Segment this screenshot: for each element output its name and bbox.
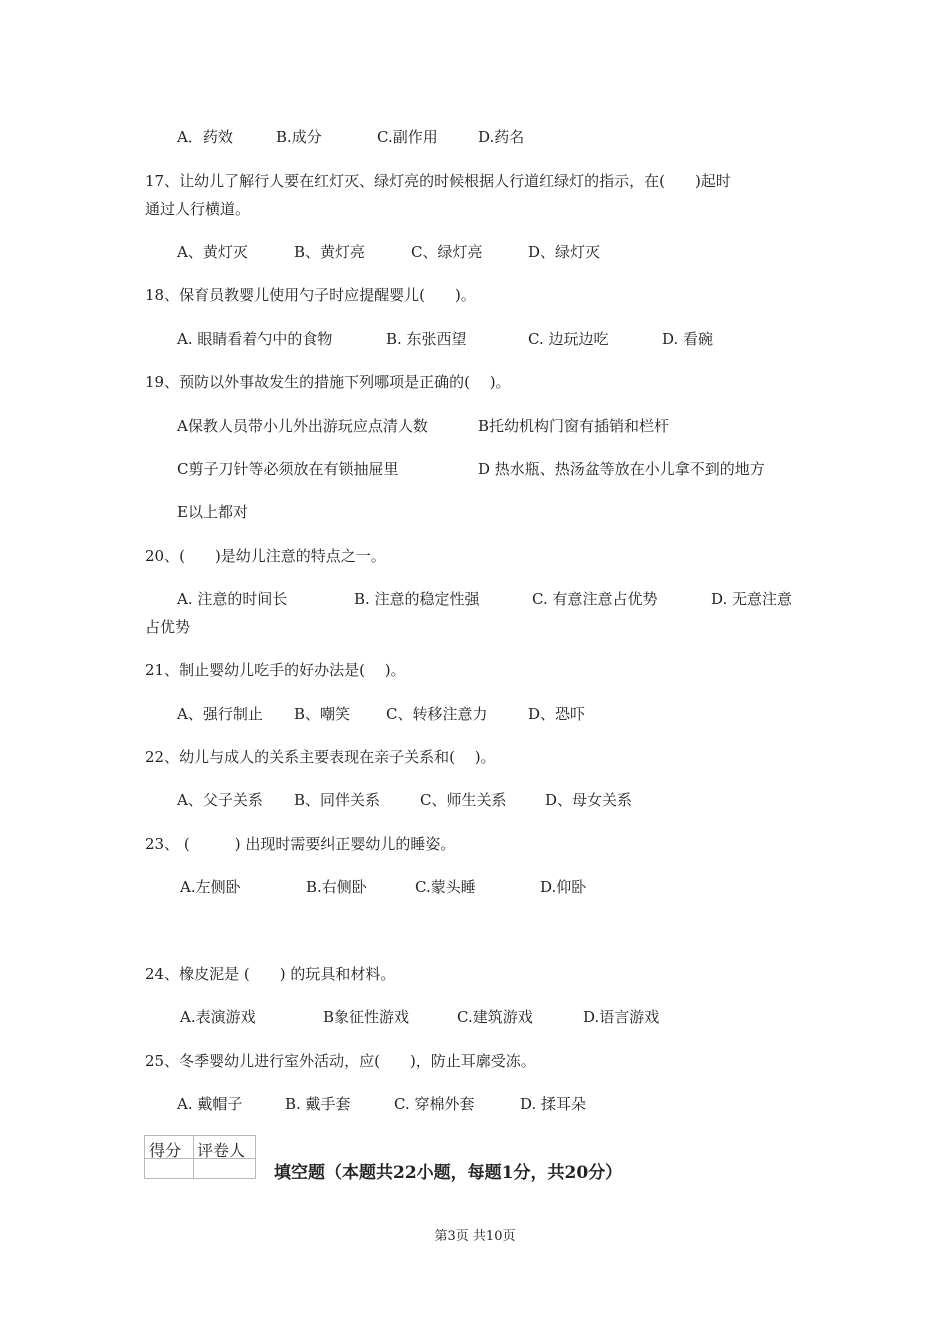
option-c: C、师生关系 [420,791,507,809]
question-text: 20、( )是幼儿注意的特点之一。 [145,547,386,565]
question-text: 25、冬季婴幼儿进行室外活动，应( )，防止耳廓受冻。 [145,1052,536,1070]
option-c: C. 穿棉外套 [394,1095,475,1113]
option-d: D.药名 [478,128,525,146]
option-a: A. 注意的时间长 [177,590,288,608]
option-d: D. 无意注意 [711,590,793,608]
option-a: A. 戴帽子 [177,1095,243,1113]
question-text: 22、幼儿与成人的关系主要表现在亲子关系和( )。 [145,748,496,766]
option-d: D、恐吓 [528,705,586,723]
option-d-continued: 占优势 [145,618,191,636]
option-a: A.表演游戏 [180,1008,256,1026]
option-d: D. 看碗 [662,330,714,348]
option-b: B. 戴手套 [285,1095,351,1113]
option-c: C.蒙头睡 [415,878,476,896]
option-d: D. 揉耳朵 [520,1095,587,1113]
option-b: B. 东张西望 [386,330,467,348]
option-b: B托幼机构门窗有插销和栏杆 [478,417,670,435]
option-c: C.建筑游戏 [457,1008,533,1026]
option-a: A、强行制止 [177,705,263,723]
option-a: A保教人员带小儿外出游玩应点清人数 [177,417,428,435]
score-label: 得分 [149,1141,182,1160]
table-divider [193,1136,194,1178]
option-b: B.右侧卧 [306,878,367,896]
option-a: A、黄灯灭 [177,243,248,261]
option-b: B. 注意的稳定性强 [354,590,480,608]
option-d: D.仰卧 [540,878,587,896]
option-a: A.左侧卧 [180,878,241,896]
option-d: D、绿灯灭 [528,243,601,261]
option-a: A. 眼睛看着勺中的食物 [177,330,333,348]
option-c: C.副作用 [377,128,438,146]
page-footer: 第3页 共10页 [434,1229,516,1244]
score-table [144,1135,256,1179]
option-c: C剪子刀针等必须放在有锁抽屉里 [177,460,399,478]
question-text: 24、橡皮泥是 ( ) 的玩具和材料。 [145,965,396,983]
option-b: B、同伴关系 [294,791,381,809]
option-d: D、母女关系 [545,791,633,809]
option-b: B、黄灯亮 [294,243,366,261]
option-b: B、嘲笑 [294,705,351,723]
question-text: 23、 ( ) 出现时需要纠正婴幼儿的睡姿。 [145,835,456,853]
option-c: C. 边玩边吃 [528,330,609,348]
option-b: B.成分 [276,128,322,146]
question-text: 18、保育员教婴儿使用勺子时应提醒婴儿( )。 [145,286,476,304]
option-c: C、绿灯亮 [411,243,483,261]
section-title: 填空题（本题共22小题，每题1分，共20分） [274,1163,623,1183]
option-a: A．药效 [177,128,233,146]
option-d: D 热水瓶、热汤盆等放在小儿拿不到的地方 [478,460,765,478]
question-text: 21、制止婴幼儿吃手的好办法是( )。 [145,661,406,679]
question-text-continued: 通过人行横道。 [145,200,251,218]
option-c: C、转移注意力 [386,705,488,723]
option-d: D.语言游戏 [583,1008,660,1026]
question-text: 19、预防以外事故发生的措施下列哪项是正确的( )。 [145,373,511,391]
question-text: 17、让幼儿了解行人要在红灯灭、绿灯亮的时候根据人行道红绿灯的指示，在( )起时 [145,172,731,190]
option-e: E以上都对 [177,503,248,521]
option-a: A、父子关系 [177,791,263,809]
option-b: B象征性游戏 [323,1008,410,1026]
reviewer-label: 评卷人 [197,1141,246,1160]
option-c: C. 有意注意占优势 [532,590,658,608]
